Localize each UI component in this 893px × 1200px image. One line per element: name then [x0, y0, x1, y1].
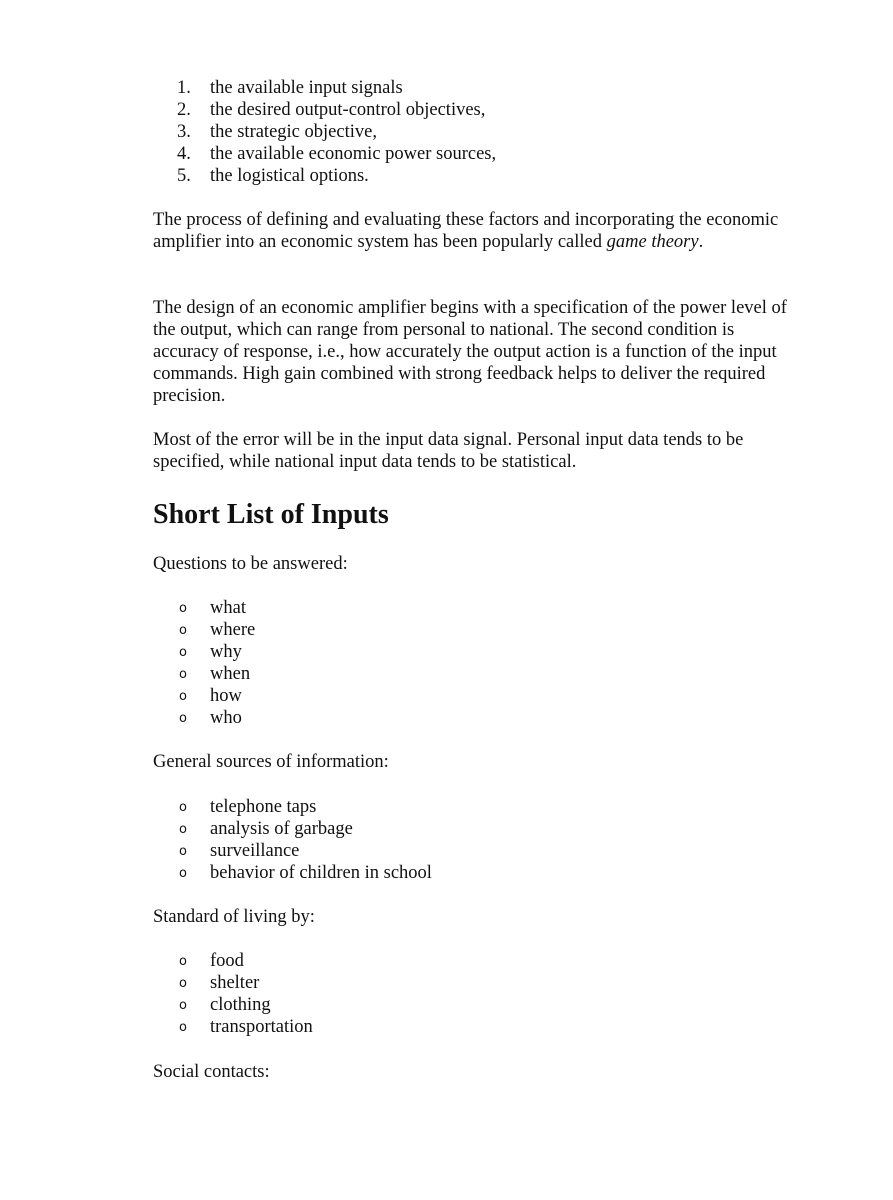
information-sources-list: [179, 796, 432, 884]
paragraph-amplifier-design: The design of an economic amplifier begins with a specification of the power level of the output, which can range from personal to national. The second condition is accuracy of response, i.e., how accurately the output action is a function of the input commands. High gain combined with strong feedback helps to deliver the required precision.: [153, 298, 787, 406]
bullet-marker: o: [179, 711, 187, 726]
list-item: 2. the desired output-control objectives,: [177, 100, 486, 120]
list-item: o behavior of children in school: [179, 863, 432, 883]
list-item: o surveillance: [179, 841, 300, 861]
bullet-marker: o: [179, 645, 187, 660]
list-item: o how: [179, 686, 242, 706]
bullet-marker: o: [179, 601, 187, 616]
list-item: o telephone taps: [179, 797, 317, 817]
bullet-marker: o: [179, 844, 187, 859]
numbered-list: [177, 77, 496, 187]
list-item: o clothing: [179, 995, 271, 1015]
list-item: o who: [179, 708, 242, 728]
section-label: Questions to be answered:: [153, 554, 348, 574]
paragraph-input-error: Most of the error will be in the input data signal. Personal input data tends to be specified, while national input data tends to be statistical.: [153, 430, 744, 472]
section-label: Social contacts:: [153, 1062, 270, 1082]
list-item: o transportation: [179, 1017, 313, 1037]
section-heading: Short List of Inputs: [153, 499, 389, 530]
bullet-marker: o: [179, 1020, 187, 1035]
bullet-marker: o: [179, 866, 187, 881]
bullet-marker: o: [179, 954, 187, 969]
section-label: Standard of living by:: [153, 907, 315, 927]
list-item: 5. the logistical options.: [177, 166, 369, 186]
list-item: o when: [179, 664, 251, 684]
list-item: o shelter: [179, 973, 260, 993]
bullet-marker: o: [179, 689, 187, 704]
list-item: 3. the strategic objective,: [177, 122, 377, 142]
bullet-marker: o: [179, 998, 187, 1013]
bullet-marker: o: [179, 623, 187, 638]
list-item: o analysis of garbage: [179, 819, 353, 839]
section-label: General sources of information:: [153, 752, 389, 772]
standard-of-living-list: [179, 950, 313, 1038]
list-item: o what: [179, 598, 246, 618]
bullet-marker: o: [179, 667, 187, 682]
list-item: o where: [179, 620, 256, 640]
list-item: o why: [179, 642, 242, 662]
questions-list: [179, 597, 255, 729]
list-item: 1. the available input signals: [177, 78, 403, 98]
bullet-marker: o: [179, 800, 187, 815]
list-item: o food: [179, 951, 244, 971]
bullet-marker: o: [179, 822, 187, 837]
list-item: 4. the available economic power sources,: [177, 144, 497, 164]
paragraph-game-theory: The process of defining and evaluating these factors and incorporating the economic amplifier into an economic system has been popularly called game theory.: [153, 210, 779, 252]
bullet-marker: o: [179, 976, 187, 991]
